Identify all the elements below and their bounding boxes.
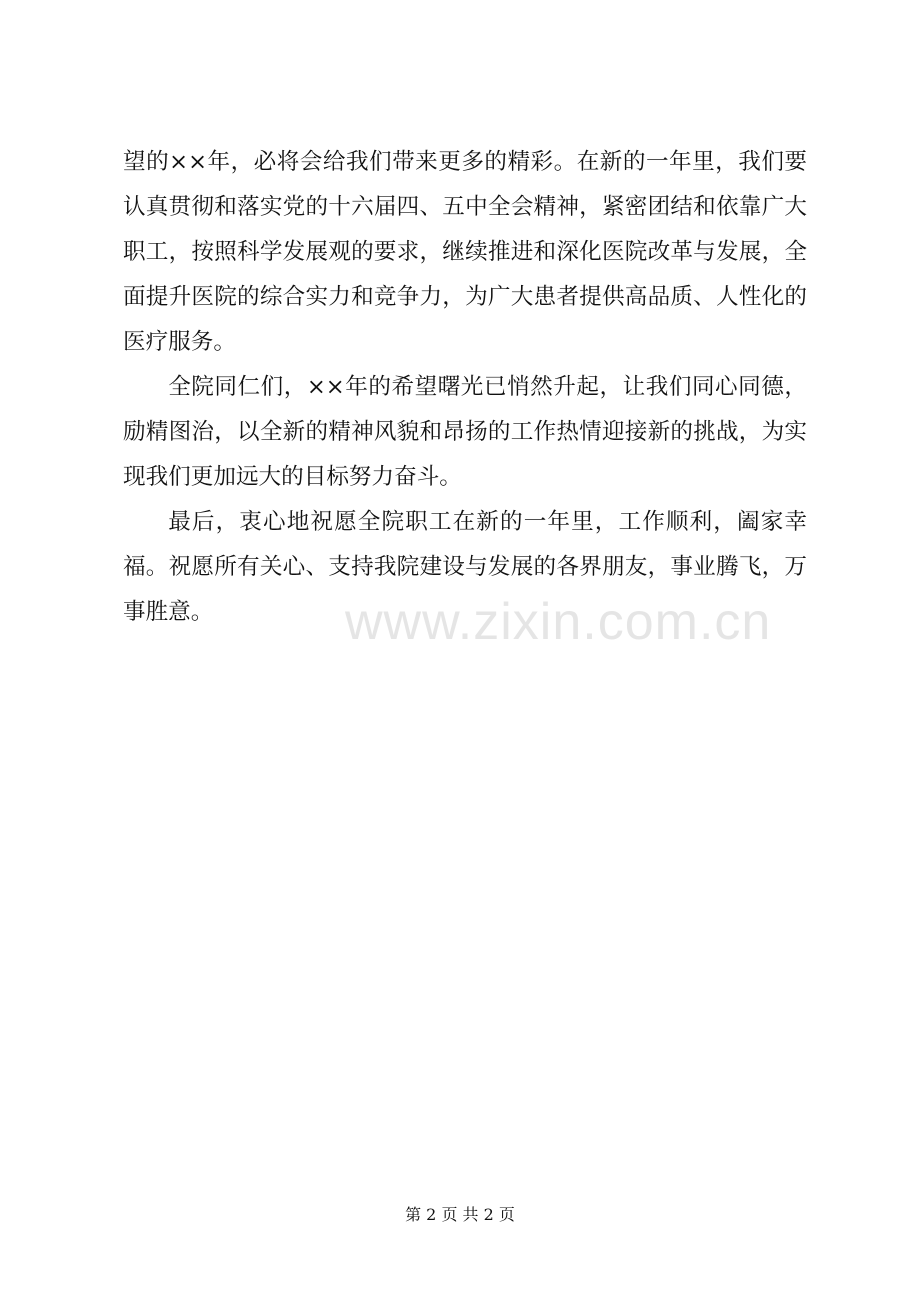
page-footer: 第 2 页 共 2 页: [405, 1205, 515, 1224]
paragraph-continued: 望的××年，必将会给我们带来更多的精彩。在新的一年里，我们要认真贯彻和落实党的十六届四、五中全会精神，紧密团结和依靠广大职工，按照科学发展观的要求，继续推进和深化医院改革与发展，全面提升医院的综合实力和竞争力，为广大患者提供高品质、人性化的医疗服务。: [123, 149, 807, 355]
watermark: www.zixin.com.cn: [345, 593, 772, 651]
paragraph-colleagues: 全院同仁们，××年的希望曙光已悄然升起，让我们同心同德，励精图治，以全新的精神风貌和昂扬的工作热情迎接新的挑战，为实现我们更加远大的目标努力奋斗。: [123, 374, 807, 490]
paragraph-closing-wishes: 最后，衷心地祝愿全院职工在新的一年里，工作顺利，阖家幸福。祝愿所有关心、支持我院建设与发展的各界朋友，事业腾飞，万事胜意。: [123, 509, 807, 625]
document-body: [123, 140, 807, 635]
